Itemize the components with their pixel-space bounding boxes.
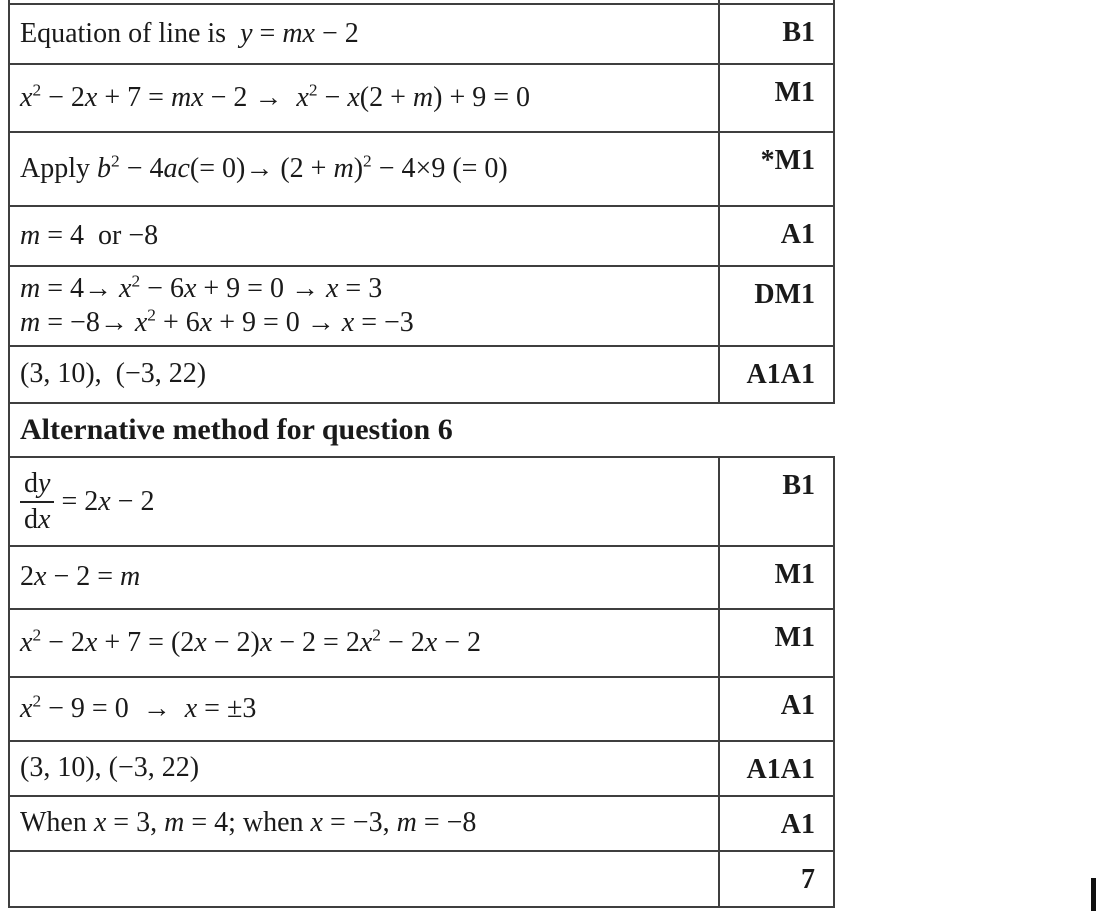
marks-cell: A1 <box>720 207 835 265</box>
math-variable: m <box>120 561 141 593</box>
working-cell <box>10 133 720 205</box>
math-line <box>20 306 718 340</box>
math-variable: x <box>20 692 33 724</box>
working-cell <box>10 267 720 345</box>
math-variable: m <box>164 807 185 839</box>
math-text: = 4→ <box>40 272 120 304</box>
math-text: − 4 <box>119 152 164 184</box>
math-variable: x <box>359 626 373 658</box>
math-variable: x <box>93 807 107 839</box>
math-text: d <box>24 504 38 535</box>
math-variable: x <box>20 626 33 658</box>
section-header-label: Alternative method for question 6 <box>20 413 453 446</box>
math-variable: x <box>347 81 360 113</box>
superscript: 2 <box>32 691 42 711</box>
math-text: = −8 <box>416 807 477 839</box>
math-line <box>20 692 718 726</box>
working-cell <box>10 207 720 265</box>
text-cursor-caret <box>1091 878 1096 911</box>
working-cell <box>10 5 720 63</box>
marks-cell: A1A1 <box>720 742 835 795</box>
section-header-row <box>10 404 835 458</box>
superscript: 2 <box>111 151 120 171</box>
math-text: = ±3 <box>197 692 257 724</box>
math-text: − 4×9 (= 0) <box>371 152 508 184</box>
math-line <box>20 219 718 253</box>
working-cell <box>10 65 720 131</box>
math-line <box>20 17 718 51</box>
math-variable: x <box>194 626 207 658</box>
math-variable: x <box>98 485 111 517</box>
math-variable: y <box>240 17 253 49</box>
marks-cell: M1 <box>720 65 835 131</box>
table-row <box>10 267 835 347</box>
math-variable: x <box>38 504 51 535</box>
marks-cell: DM1 <box>720 267 835 345</box>
math-variable: x <box>134 307 148 338</box>
marks-cell: M1 <box>720 547 835 608</box>
superscript: 2 <box>308 80 318 100</box>
math-text: = 4; when <box>184 807 311 839</box>
math-line <box>20 806 718 840</box>
marks-cell: A1 <box>720 678 835 740</box>
math-variable: x <box>424 626 438 658</box>
math-text: Equation of line is <box>20 17 241 49</box>
math-variable: x <box>183 272 197 304</box>
table-row <box>10 3 835 65</box>
math-text: = 3, <box>106 807 165 839</box>
math-variable: ac <box>163 152 190 184</box>
math-text: (2 + <box>359 81 413 113</box>
math-text: = −3, <box>322 807 397 839</box>
math-variable: m <box>20 307 41 338</box>
table-row <box>10 133 835 207</box>
table-row <box>10 347 835 404</box>
math-line <box>20 81 718 115</box>
math-text: Apply <box>20 152 97 184</box>
math-variable: b <box>97 152 111 184</box>
math-text: (3, 10), (−3, 22) <box>20 752 200 784</box>
math-line <box>20 751 718 785</box>
math-variable: x <box>259 626 273 658</box>
superscript: 2 <box>372 625 381 645</box>
table-row <box>10 65 835 133</box>
marks-cell: A1 <box>720 797 835 850</box>
math-text: 2 <box>20 561 34 593</box>
math-text: − 2 <box>380 626 425 658</box>
table-row <box>10 610 835 678</box>
working-cell <box>10 458 720 545</box>
math-text: − 2) <box>206 626 260 658</box>
marks-cell: M1 <box>720 610 835 676</box>
math-line <box>20 272 718 306</box>
math-variable: m <box>20 219 41 251</box>
math-text: + 9 = 0 → <box>212 307 342 338</box>
math-variable: x <box>184 692 198 724</box>
fraction-numerator <box>20 469 54 503</box>
math-text: − 2 → <box>203 81 297 113</box>
marks-cell: B1 <box>720 458 835 545</box>
math-text: = 3 <box>338 272 383 304</box>
math-text: − 2 <box>437 626 482 658</box>
math-text: − 2 <box>41 81 85 113</box>
working-cell <box>10 797 720 850</box>
math-text: (= 0)→ (2 + <box>189 152 334 184</box>
marks-cell: 7 <box>720 852 835 906</box>
fraction-denominator <box>24 503 50 534</box>
math-text: = <box>252 17 283 49</box>
math-line <box>20 469 718 535</box>
math-variable: x <box>84 626 98 658</box>
math-text: − 6 <box>140 272 184 304</box>
math-line <box>20 152 718 186</box>
math-text: − 2 <box>41 626 85 658</box>
math-variable: x <box>119 272 132 304</box>
superscript: 2 <box>363 151 372 171</box>
working-cell <box>10 852 720 906</box>
math-text <box>54 487 154 516</box>
math-text: − <box>317 81 348 113</box>
math-variable: m <box>333 152 354 184</box>
math-text: = −8→ <box>40 307 135 338</box>
math-variable: x <box>310 807 323 839</box>
math-line <box>20 357 718 391</box>
superscript: 2 <box>32 625 42 645</box>
math-text: − 2 <box>110 485 155 517</box>
working-cell <box>10 547 720 608</box>
math-text: + 7 = <box>97 81 171 113</box>
math-text: = −3 <box>354 307 414 338</box>
math-line <box>20 626 718 660</box>
math-text: d <box>24 467 38 499</box>
table-row <box>10 742 835 797</box>
math-text: + 7 = (2 <box>97 626 195 658</box>
mark-scheme-table <box>8 0 835 908</box>
math-variable: m <box>412 81 434 113</box>
math-variable: y <box>38 467 51 499</box>
working-cell <box>10 742 720 795</box>
table-row <box>10 797 835 852</box>
table-right-border-stub <box>833 0 835 5</box>
math-text: − 9 = 0 → <box>41 692 185 724</box>
table-row <box>10 852 835 908</box>
math-text: − 2 <box>314 17 359 49</box>
table-row <box>10 458 835 547</box>
math-text: = 4 or −8 <box>40 219 159 251</box>
math-variable: mx <box>170 81 204 113</box>
math-variable: x <box>341 307 355 338</box>
math-variable: x <box>296 81 309 113</box>
superscript: 2 <box>131 271 141 291</box>
working-cell <box>10 347 720 402</box>
math-text: − 2 = <box>46 561 121 593</box>
math-text: When <box>20 807 94 839</box>
math-text: + 6 <box>155 307 200 338</box>
math-text: ) + 9 = 0 <box>433 81 531 113</box>
math-text: − 2 = 2 <box>272 626 360 658</box>
marks-cell: B1 <box>720 5 835 63</box>
math-variable: x <box>34 561 47 593</box>
math-variable: mx <box>282 17 315 49</box>
superscript: 2 <box>147 305 156 325</box>
math-variable: m <box>396 807 417 839</box>
math-text: = 2 <box>54 485 99 517</box>
fraction <box>20 469 54 535</box>
working-cell <box>10 678 720 740</box>
marks-cell: A1A1 <box>720 347 835 402</box>
math-line <box>20 560 718 594</box>
math-text: + 9 = 0 → <box>196 272 326 304</box>
math-variable: x <box>20 81 33 113</box>
math-variable: x <box>325 272 339 304</box>
table-row <box>10 207 835 267</box>
math-text: ) <box>353 152 364 184</box>
working-cell <box>10 610 720 676</box>
math-text: (3, 10), (−3, 22) <box>20 358 207 390</box>
superscript: 2 <box>32 80 42 100</box>
table-row <box>10 678 835 742</box>
marks-cell: *M1 <box>720 133 835 205</box>
math-variable: x <box>199 307 213 338</box>
column-divider-stub <box>718 0 720 5</box>
math-variable: x <box>84 81 98 113</box>
table-row <box>10 547 835 610</box>
math-variable: m <box>20 272 41 304</box>
